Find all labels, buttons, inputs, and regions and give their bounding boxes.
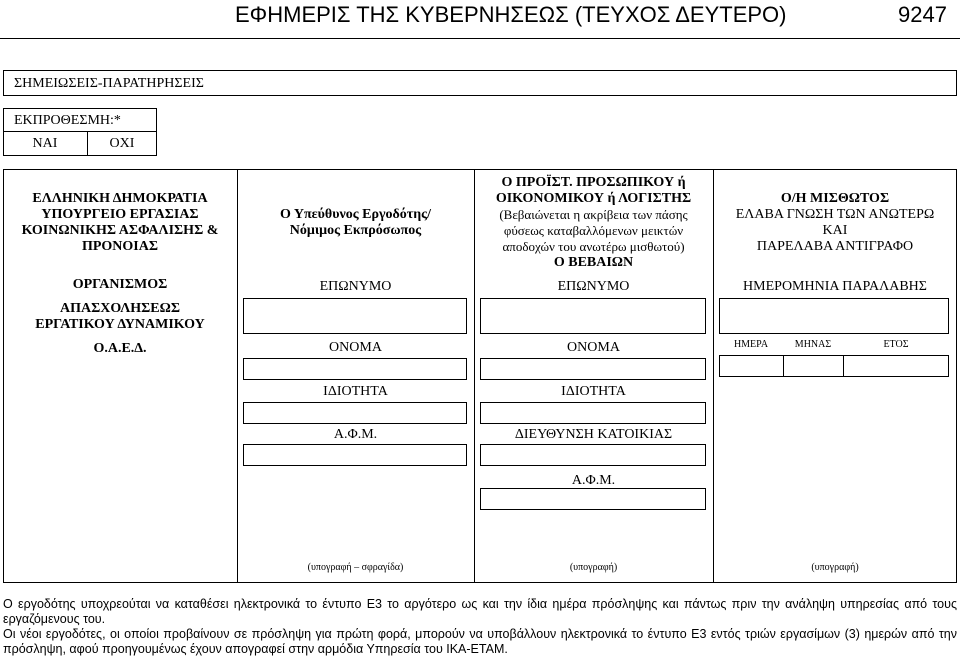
organization-abbreviation: Ο.Α.Ε.Δ.	[93, 341, 147, 356]
footnote-deadline: Ο εργοδότης υποχρεούται να καταθέσει ηλεκτρονικά το έντυπο Ε3 το αργότερο ως και την ίδια ημέρα πρόσληψης και πάντως πριν την ανάληψη υπηρεσίας από τους εργαζόμενους του.	[3, 597, 957, 626]
ministry-label-line3: ΠΡΟΝΟΙΑΣ	[81, 239, 159, 254]
organization-label-line3: ΕΡΓΑΤΙΚΟΥ ΔΥΝΑΜΙΚΟΥ	[35, 317, 205, 332]
receipt-date-field[interactable]	[719, 298, 949, 334]
republic-label: ΕΛΛΗΝΙΚΗ ΔΗΜΟΚΡΑΤΙΑ	[32, 191, 208, 206]
employer-capacity-label: ΙΔΙΟΤΗΤΑ	[323, 384, 388, 399]
certifier-address-label: ΔΙΕΥΘΥΝΣΗ ΚΑΤΟΙΚΙΑΣ	[514, 427, 673, 442]
employer-name-field[interactable]	[243, 358, 467, 380]
certifier-note-line2: φύσεως καταβαλλόμενων μεικτών	[503, 223, 684, 238]
employer-title-line2: Νόμιμος Εκπρόσωπος	[289, 223, 422, 238]
date-day-divider	[783, 355, 784, 377]
ministry-label-line2: ΚΟΙΝΩΝΙΚΗΣ ΑΣΦΑΛΙΣΗΣ &	[21, 223, 219, 238]
employee-ack-line3: ΠΑΡΕΛΑΒΑ ΑΝΤΙΓΡΑΦΟ	[756, 239, 914, 254]
deadline-label: ΕΚΠΡΟΘΕΣΜΗ:*	[14, 113, 121, 128]
employer-name-label: ΟΝΟΜΑ	[329, 340, 382, 355]
date-month-divider	[843, 355, 844, 377]
ministry-label-line1: ΥΠΟΥΡΓΕΙΟ ΕΡΓΑΣΙΑΣ	[41, 207, 199, 222]
employee-signature-label: (υπογραφή)	[811, 562, 859, 573]
organization-label-line2: ΑΠΑΣΧΟΛΗΣΕΩΣ	[59, 301, 181, 316]
employee-title: Ο/Η ΜΙΣΘΩΤΟΣ	[780, 191, 890, 206]
header-rule	[0, 38, 960, 39]
deadline-no-option[interactable]: ΟΧΙ	[109, 136, 135, 151]
employer-capacity-field[interactable]	[243, 402, 467, 424]
certifier-capacity-field[interactable]	[480, 402, 706, 424]
employer-afm-label: Α.Φ.Μ.	[333, 427, 378, 442]
gazette-title: ΕΦΗΜΕΡΙΣ ΤΗΣ ΚΥΒΕΡΝΗΣΕΩΣ (ΤΕΥΧΟΣ ΔΕΥΤΕΡΟ)	[235, 2, 787, 27]
certifier-signature-label: (υπογραφή)	[569, 562, 618, 573]
date-year-label: ΕΤΟΣ	[883, 339, 909, 350]
date-month-label: ΜΗΝΑΣ	[794, 339, 832, 350]
employer-surname-label: ΕΠΩΝΥΜΟ	[319, 279, 392, 294]
certifier-address-field[interactable]	[480, 444, 706, 466]
page-number: 9247	[898, 2, 947, 27]
remarks-label: ΣΗΜΕΙΩΣΕΙΣ-ΠΑΡΑΤΗΡΗΣΕΙΣ	[14, 76, 204, 91]
employer-afm-field[interactable]	[243, 444, 467, 466]
employer-title-line1: Ο Υπεύθυνος Εργοδότης/	[280, 207, 431, 222]
employee-ack-line2: ΚΑΙ	[822, 223, 848, 238]
employer-surname-field[interactable]	[243, 298, 467, 334]
receipt-date-label: ΗΜΕΡΟΜΗΝΙΑ ΠΑΡΑΛΑΒΗΣ	[743, 279, 927, 294]
footnote-new-employers: Οι νέοι εργοδότες, οι οποίοι προβαίνουν σε πρόσληψη για πρώτη φορά, μπορούν να υποβάλλουν ηλεκτρονικά το έντυπο Ε3 εντός τριών εργασίμων (3) ημερών από την πρόσληψη, αφού προηγουμένως έχουν απογραφεί στην αρμόδια Υπηρεσία του ΙΚΑ-ΕΤΑΜ.	[3, 627, 957, 656]
certifier-capacity-label: ΙΔΙΟΤΗΤΑ	[561, 384, 626, 399]
employee-ack-line1: ΕΛΑΒΑ ΓΝΩΣΗ ΤΩΝ ΑΝΩΤΕΡΩ	[735, 207, 935, 222]
certifier-surname-field[interactable]	[480, 298, 706, 334]
certifier-afm-field[interactable]	[480, 488, 706, 510]
certifier-title-line2: ΟΙΚΟΝΟΜΙΚΟΥ ή ΛΟΓΙΣΤΗΣ	[495, 191, 692, 206]
deadline-yes-option[interactable]: ΝΑΙ	[32, 136, 58, 151]
certifier-note-line3: αποδοχών του ανωτέρω μισθωτού)	[502, 239, 685, 254]
employer-signature-label: (υπογραφή – σφραγίδα)	[307, 562, 404, 573]
organization-label-line1: ΟΡΓΑΝΙΣΜΟΣ	[72, 277, 168, 292]
receipt-date-parts	[719, 355, 949, 377]
certifier-title-line1: Ο ΠΡΟΪΣΤ. ΠΡΟΣΩΠΙΚΟΥ ή	[501, 175, 686, 190]
date-day-label: ΗΜΕΡΑ	[733, 339, 769, 350]
certifier-role-label: Ο ΒΕΒΑΙΩΝ	[553, 255, 634, 270]
certifier-surname-label: ΕΠΩΝΥΜΟ	[557, 279, 630, 294]
certifier-note-line1: (Βεβαιώνεται η ακρίβεια των πάσης	[499, 207, 688, 222]
certifier-name-label: ΟΝΟΜΑ	[567, 340, 620, 355]
certifier-name-field[interactable]	[480, 358, 706, 380]
certifier-afm-label: Α.Φ.Μ.	[571, 473, 616, 488]
deadline-divider	[3, 131, 157, 132]
